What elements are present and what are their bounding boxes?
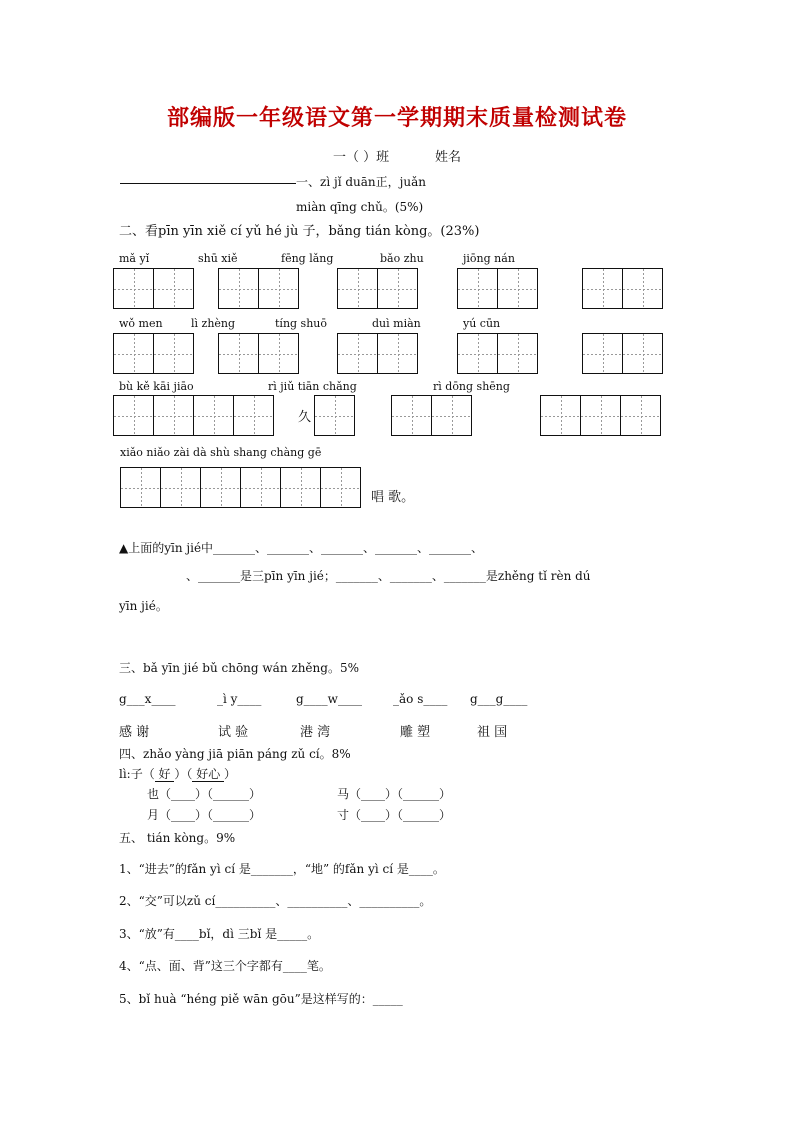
writing-grid[interactable] xyxy=(337,333,417,374)
word-item: 祖 国 xyxy=(477,725,508,740)
fill-blank[interactable]: g____w____ xyxy=(296,692,362,706)
pinyin-label: mǎ yǐ xyxy=(119,252,150,265)
writing-grid[interactable] xyxy=(113,268,193,309)
class-label: 一（ ）班 xyxy=(333,150,390,165)
fill-blank[interactable]: g___g____ xyxy=(470,692,528,706)
writing-grid[interactable] xyxy=(457,333,537,374)
pinyin-label: tíng shuō xyxy=(275,317,327,330)
section-2-heading: 二、看pīn yīn xiě cí yǔ hé jù 子，bǎng tián kòng。(23%) xyxy=(119,224,480,239)
writing-grid[interactable] xyxy=(113,395,273,436)
question-2: 2、“交”可以zǔ cí__________、__________、__________。 xyxy=(119,894,432,908)
syllable-question-line-3: yīn jié。 xyxy=(119,599,168,613)
pinyin-label: duì miàn xyxy=(372,317,421,330)
word-item: 雕 塑 xyxy=(400,725,431,740)
writing-grid[interactable] xyxy=(457,268,537,309)
section-1-line-2: miàn qīng chǔ。(5%) xyxy=(296,200,424,214)
writing-grid[interactable] xyxy=(113,333,193,374)
example-prefix: lì:子（ xyxy=(119,767,155,781)
example-answer: 好 xyxy=(154,767,175,781)
pinyin-label: rì jiǔ tiān chǎng xyxy=(268,380,357,393)
writing-grid[interactable] xyxy=(540,395,660,436)
sentence-ending: 唱 歌。 xyxy=(371,490,415,505)
pinyin-label: rì dōng shēng xyxy=(433,380,510,393)
example-suffix: ） xyxy=(224,767,237,781)
pinyin-label: wǒ men xyxy=(119,317,163,330)
writing-grid[interactable] xyxy=(582,333,662,374)
writing-grid[interactable] xyxy=(314,395,354,436)
pinyin-label: fēng lǎng xyxy=(281,252,334,265)
answer-line[interactable] xyxy=(120,182,296,184)
section-3-heading: 三、bǎ yīn jié bǔ chōng wán zhěng。5% xyxy=(119,661,359,675)
radical-item[interactable]: 也（____）（______） xyxy=(147,787,262,801)
example-line xyxy=(119,765,236,782)
given-character: 久 xyxy=(298,410,312,425)
pinyin-label: shū xiě xyxy=(198,252,238,265)
example-answer: 好心 xyxy=(192,767,225,781)
writing-grid[interactable] xyxy=(337,268,417,309)
fill-blank[interactable]: _ǎo s____ xyxy=(393,692,448,706)
pinyin-label: bǎo zhu xyxy=(380,252,424,265)
writing-grid[interactable] xyxy=(218,268,298,309)
example-separator: ）（ xyxy=(174,767,193,781)
pinyin-label: xiǎo niǎo zài dà shù shang chàng gē xyxy=(120,446,322,459)
writing-grid[interactable] xyxy=(218,333,298,374)
question-4: 4、“点、面、背”这三个字都有____笔。 xyxy=(119,959,331,973)
syllable-question-line-2: 、_______是三pīn yīn jié；_______、_______、_______是zhěng tǐ rèn dú xyxy=(186,569,591,583)
writing-grid[interactable] xyxy=(391,395,471,436)
pinyin-label: jiōng nán xyxy=(463,252,515,265)
pinyin-label: lì zhèng xyxy=(191,317,236,330)
fill-blank[interactable]: g___x____ xyxy=(119,692,176,706)
radical-item[interactable]: 寸（____）（______） xyxy=(337,808,452,822)
writing-grid[interactable] xyxy=(120,467,360,508)
question-3: 3、“放”有____bǐ，dì 三bǐ 是_____。 xyxy=(119,927,320,941)
syllable-question-line-1: ▲上面的yīn jié中_______、_______、_______、_______、_______、 xyxy=(119,541,484,555)
question-1: 1、“进去”的fǎn yì cí 是_______，“地” 的fǎn yì cí 是____。 xyxy=(119,862,445,876)
writing-grid[interactable] xyxy=(582,268,662,309)
section-1-line-1: 一、zì jǐ duān正，juǎn xyxy=(296,175,426,189)
pinyin-label: bù kě kāi jiāo xyxy=(119,380,194,393)
word-item: 感 谢 xyxy=(119,725,150,740)
section-5-heading: 五、 tián kòng。9% xyxy=(119,831,236,845)
pinyin-label: yú cūn xyxy=(463,317,501,330)
word-item: 港 湾 xyxy=(300,725,331,740)
radical-item[interactable]: 月（____）（______） xyxy=(147,808,262,822)
question-5: 5、bǐ huà “héng piě wān gōu”是这样写的：_____ xyxy=(119,992,403,1006)
word-item: 试 验 xyxy=(218,725,249,740)
name-label: 姓名 xyxy=(435,150,462,165)
page-title: 部编版一年级语文第一学期期末质量检测试卷 xyxy=(166,106,627,131)
radical-item[interactable]: 马（____）（______） xyxy=(337,787,452,801)
fill-blank[interactable]: _ì y____ xyxy=(217,692,262,706)
section-4-heading: 四、zhǎo yàng jiā piān páng zǔ cí。8% xyxy=(119,747,351,761)
